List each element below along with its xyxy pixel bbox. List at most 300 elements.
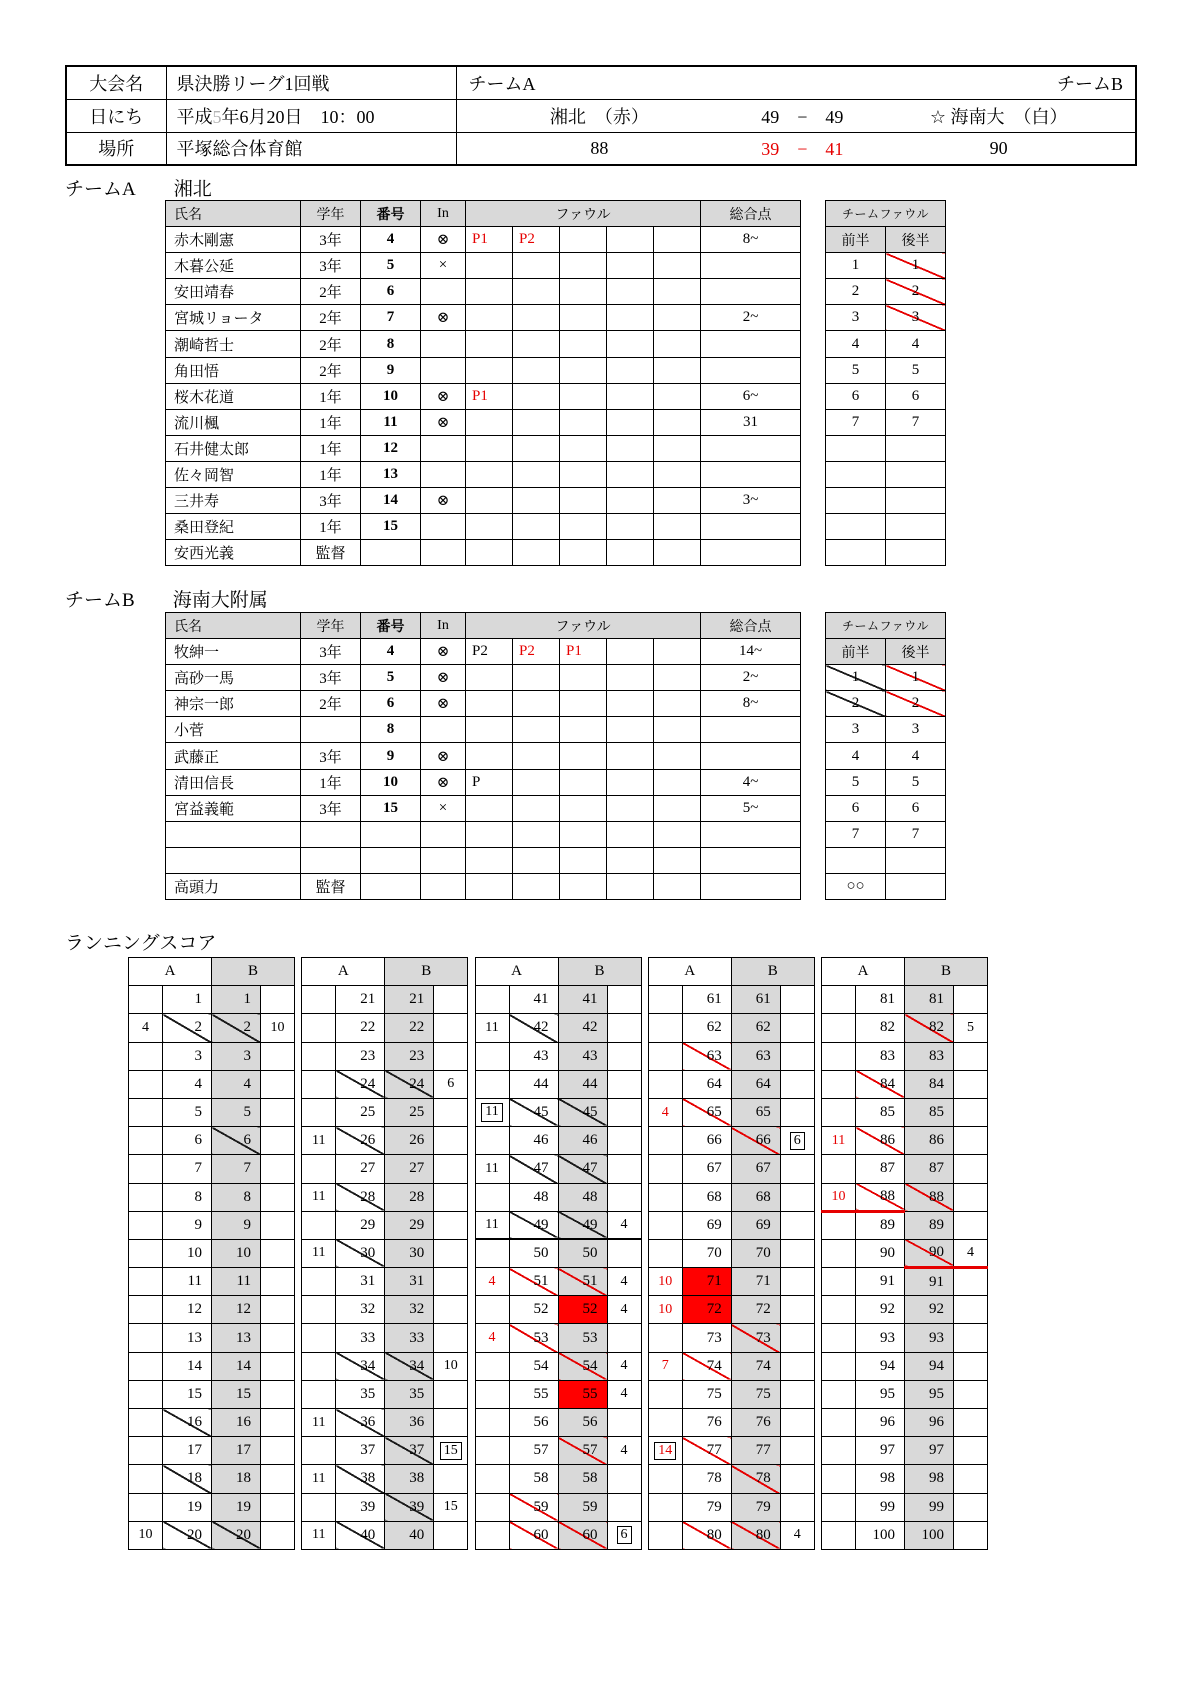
score-annotation-left — [129, 1098, 163, 1126]
score-cell-a: 51 — [509, 1268, 558, 1296]
player-number: 13 — [361, 461, 421, 487]
score-cell-a: 64 — [682, 1070, 731, 1098]
player-foul-5 — [654, 409, 701, 435]
score-col-b-header: B — [385, 958, 468, 986]
player-number: 8 — [361, 331, 421, 357]
team-foul-second-half: 5 — [886, 357, 946, 383]
score-annotation-right — [434, 1042, 468, 1070]
score-cell-a: 30 — [336, 1239, 385, 1267]
scorer-number: 4 — [620, 1442, 628, 1458]
score-annotation-right — [780, 1493, 814, 1521]
score-annotation-left — [648, 1493, 682, 1521]
score-annotation-right — [607, 1324, 641, 1352]
score-annotation-right — [780, 1042, 814, 1070]
score-cell-b: 38 — [385, 1465, 434, 1493]
score-cell-a: 36 — [336, 1409, 385, 1437]
player-number: 4 — [361, 227, 421, 253]
player-foul-5 — [654, 795, 701, 821]
player-total — [701, 847, 801, 873]
score-row — [648, 1521, 814, 1549]
score-annotation-right — [607, 1239, 641, 1267]
score-cell-b: 56 — [558, 1409, 607, 1437]
score-row — [475, 1521, 641, 1549]
player-row — [166, 409, 801, 435]
score-cell-a: 71 — [682, 1268, 731, 1296]
player-row — [166, 821, 801, 847]
score-row — [648, 1409, 814, 1437]
scorer-number: 11 — [485, 1160, 499, 1176]
score-annotation-left — [822, 1014, 856, 1042]
player-foul-5 — [654, 253, 701, 279]
date-row — [66, 99, 1136, 132]
player-row — [166, 639, 801, 665]
team-b-roster-table — [165, 612, 801, 900]
player-in-mark: ⊗ — [421, 769, 466, 795]
score-annotation-left — [822, 1070, 856, 1098]
score-annotation-right — [434, 1296, 468, 1324]
player-foul-4 — [607, 743, 654, 769]
score-cell-b: 61 — [731, 986, 780, 1014]
score-row — [475, 1127, 641, 1155]
score-annotation-right — [780, 1127, 814, 1155]
team-foul-first-half: 5 — [826, 769, 886, 795]
score-annotation-left — [648, 1014, 682, 1042]
player-total — [701, 873, 801, 899]
score-col-a-header: A — [475, 958, 558, 986]
score-row — [822, 1324, 988, 1352]
score-annotation-right — [434, 1239, 468, 1267]
player-in-mark — [421, 821, 466, 847]
player-grade: 監督 — [301, 873, 361, 899]
score-annotation-right — [261, 1183, 295, 1211]
score-cell-a: 94 — [856, 1352, 905, 1380]
score-annotation-left — [822, 1042, 856, 1070]
team-foul-second-half: 2 — [886, 279, 946, 305]
score-cell-a: 58 — [509, 1465, 558, 1493]
player-in-mark — [421, 461, 466, 487]
score-cell-b: 11 — [212, 1268, 261, 1296]
totals-cell — [456, 132, 1136, 165]
team-foul-first-half — [826, 488, 886, 514]
score-annotation-left — [648, 1183, 682, 1211]
score-annotation-left — [129, 1183, 163, 1211]
player-foul-2: P2 — [513, 227, 560, 253]
score-header-row — [129, 958, 295, 986]
score-annotation-right — [261, 1437, 295, 1465]
score-annotation-left — [475, 1211, 509, 1239]
player-foul-5 — [654, 639, 701, 665]
col-number: 番号 — [361, 613, 421, 639]
score-row — [475, 986, 641, 1014]
player-total: 6~ — [701, 383, 801, 409]
score-cell-a: 4 — [163, 1070, 212, 1098]
score-annotation-left — [302, 1324, 336, 1352]
score-cell-b: 2 — [212, 1014, 261, 1042]
team-foul-row — [826, 279, 946, 305]
score-annotation-right — [954, 1493, 988, 1521]
player-name — [166, 821, 301, 847]
date-year-digit: 5 — [212, 106, 222, 127]
score-cell-b: 71 — [731, 1268, 780, 1296]
player-in-mark — [421, 435, 466, 461]
player-total — [701, 717, 801, 743]
score-cell-b: 80 — [731, 1521, 780, 1549]
score-cell-a: 96 — [856, 1409, 905, 1437]
team-foul-title: チームファウル — [826, 201, 946, 227]
score-cell-b: 79 — [731, 1493, 780, 1521]
player-foul-3 — [560, 305, 607, 331]
player-foul-3 — [560, 514, 607, 540]
score-row — [129, 1380, 295, 1408]
score-annotation-right — [434, 1409, 468, 1437]
team-foul-first-half: 4 — [826, 331, 886, 357]
score-annotation-left — [475, 1155, 509, 1183]
score-cell-a: 84 — [856, 1070, 905, 1098]
score-row — [302, 1352, 468, 1380]
scorer-number: 4 — [488, 1273, 496, 1289]
player-foul-1 — [466, 305, 513, 331]
player-foul-2 — [513, 253, 560, 279]
player-foul-1 — [466, 514, 513, 540]
score-annotation-left — [648, 1070, 682, 1098]
scorer-number: 10 — [831, 1188, 846, 1204]
score-cell-b: 33 — [385, 1324, 434, 1352]
score-annotation-right — [954, 1352, 988, 1380]
second-half-label: 後半 — [886, 227, 946, 253]
player-foul-1 — [466, 331, 513, 357]
score-cell-b: 85 — [905, 1098, 954, 1126]
player-number: 9 — [361, 743, 421, 769]
score-cell-a: 53 — [509, 1324, 558, 1352]
score-annotation-left — [302, 1211, 336, 1239]
scorer-number: 7 — [661, 1358, 669, 1374]
score-annotation-right — [780, 1014, 814, 1042]
player-grade: 3年 — [301, 795, 361, 821]
player-name: 安西光義 — [166, 540, 301, 566]
score-cell-a: 16 — [163, 1409, 212, 1437]
scorer-number: 11 — [485, 1019, 499, 1035]
score-cell-b: 68 — [731, 1183, 780, 1211]
player-total — [701, 331, 801, 357]
score-row — [648, 1465, 814, 1493]
score-cell-b: 92 — [905, 1296, 954, 1324]
score-cell-a: 18 — [163, 1465, 212, 1493]
score-row — [302, 1239, 468, 1267]
player-foul-3 — [560, 227, 607, 253]
player-grade: 3年 — [301, 227, 361, 253]
score-cell-b: 41 — [558, 986, 607, 1014]
col-in: In — [421, 613, 466, 639]
score-annotation-right — [780, 1239, 814, 1267]
score-cell-b: 55 — [558, 1380, 607, 1408]
score-annotation-right — [954, 1070, 988, 1098]
score-row — [475, 1042, 641, 1070]
score-cell-a: 74 — [682, 1352, 731, 1380]
score-row — [475, 1493, 641, 1521]
running-score-table-3 — [475, 957, 642, 1550]
score-cell-a: 27 — [336, 1155, 385, 1183]
score-row — [302, 1042, 468, 1070]
score-annotation-right — [261, 1098, 295, 1126]
team-foul-row — [826, 488, 946, 514]
score-annotation-right — [434, 1211, 468, 1239]
score-annotation-right — [261, 1409, 295, 1437]
player-name: 高砂一馬 — [166, 665, 301, 691]
score-annotation-left — [648, 1437, 682, 1465]
player-foul-2 — [513, 279, 560, 305]
score-cell-a: 83 — [856, 1042, 905, 1070]
player-foul-4 — [607, 639, 654, 665]
score-annotation-right — [954, 986, 988, 1014]
score-row — [648, 1098, 814, 1126]
team-foul-second-half: 6 — [886, 383, 946, 409]
score-annotation-right — [607, 1183, 641, 1211]
player-number: 10 — [361, 769, 421, 795]
score-annotation-right — [954, 1014, 988, 1042]
col-total: 総合点 — [701, 613, 801, 639]
player-foul-2 — [513, 873, 560, 899]
score-annotation-left — [822, 1521, 856, 1549]
score-annotation-left — [475, 986, 509, 1014]
scorer-number: 10 — [270, 1019, 285, 1035]
player-number: 15 — [361, 795, 421, 821]
team-foul-first-half: 1 — [826, 665, 886, 691]
score-row — [129, 1014, 295, 1042]
score-row — [302, 1211, 468, 1239]
score-cell-b: 30 — [385, 1239, 434, 1267]
score-cell-b: 32 — [385, 1296, 434, 1324]
scorer-number: 11 — [831, 1132, 846, 1148]
score-annotation-left — [648, 1042, 682, 1070]
scorer-number: 11 — [312, 1527, 326, 1543]
score-cell-a: 78 — [682, 1465, 731, 1493]
score-annotation-left — [129, 1521, 163, 1549]
score-cell-b: 31 — [385, 1268, 434, 1296]
score-annotation-right — [434, 1465, 468, 1493]
score-row — [129, 1155, 295, 1183]
scorer-number: 4 — [620, 1273, 628, 1289]
player-foul-3 — [560, 717, 607, 743]
player-row — [166, 331, 801, 357]
score-cell-b: 69 — [731, 1211, 780, 1239]
player-row — [166, 743, 801, 769]
player-number: 6 — [361, 691, 421, 717]
running-score-table-1 — [128, 957, 295, 1550]
score-row — [129, 1352, 295, 1380]
col-grade: 学年 — [301, 201, 361, 227]
score-cell-b: 18 — [212, 1465, 261, 1493]
player-foul-3 — [560, 383, 607, 409]
score-annotation-right — [780, 1211, 814, 1239]
player-in-mark — [421, 540, 466, 566]
score-cell-b: 28 — [385, 1183, 434, 1211]
score-annotation-left — [475, 1014, 509, 1042]
player-foul-4 — [607, 873, 654, 899]
scorer-number: 4 — [488, 1330, 496, 1346]
player-total: 4~ — [701, 769, 801, 795]
score-cell-a: 55 — [509, 1380, 558, 1408]
player-foul-4 — [607, 435, 654, 461]
score-annotation-left — [822, 986, 856, 1014]
player-foul-2 — [513, 717, 560, 743]
score-cell-b: 21 — [385, 986, 434, 1014]
player-foul-3 — [560, 461, 607, 487]
score-annotation-left — [302, 1268, 336, 1296]
player-foul-5 — [654, 435, 701, 461]
team-foul-first-half — [826, 435, 886, 461]
score-row — [129, 1183, 295, 1211]
score-cell-b: 20 — [212, 1521, 261, 1549]
score-cell-b: 25 — [385, 1098, 434, 1126]
score-cell-a: 60 — [509, 1521, 558, 1549]
score-row — [302, 1070, 468, 1098]
score-header-row — [302, 958, 468, 986]
score-cell-a: 3 — [163, 1042, 212, 1070]
player-name: 宮城リョータ — [166, 305, 301, 331]
player-number: 10 — [361, 383, 421, 409]
score-cell-a: 10 — [163, 1239, 212, 1267]
score-annotation-left — [648, 1127, 682, 1155]
score-cell-a: 89 — [856, 1211, 905, 1239]
team-foul-first-half: 2 — [826, 279, 886, 305]
score-cell-b: 16 — [212, 1409, 261, 1437]
score-annotation-left — [648, 1098, 682, 1126]
score-row — [648, 1380, 814, 1408]
player-number — [361, 821, 421, 847]
score-row — [129, 1465, 295, 1493]
score-annotation-right — [954, 1521, 988, 1549]
score-cell-b: 62 — [731, 1014, 780, 1042]
score-cell-a: 73 — [682, 1324, 731, 1352]
score-cell-b: 49 — [558, 1211, 607, 1239]
player-foul-3 — [560, 253, 607, 279]
score-cell-a: 5 — [163, 1098, 212, 1126]
score-col-a-header: A — [822, 958, 905, 986]
score-annotation-right — [261, 1380, 295, 1408]
player-row — [166, 717, 801, 743]
score-annotation-left — [822, 1324, 856, 1352]
player-foul-4 — [607, 357, 654, 383]
player-name: 神宗一郎 — [166, 691, 301, 717]
score-annotation-right — [434, 1183, 468, 1211]
score-row — [648, 1296, 814, 1324]
score-cell-b: 89 — [905, 1211, 954, 1239]
player-foul-5 — [654, 461, 701, 487]
team-foul-second-half: 7 — [886, 821, 946, 847]
score-cell-b: 96 — [905, 1409, 954, 1437]
score-cell-a: 61 — [682, 986, 731, 1014]
score-row — [475, 1183, 641, 1211]
score-cell-a: 34 — [336, 1352, 385, 1380]
player-foul-2 — [513, 305, 560, 331]
score-annotation-right — [261, 1296, 295, 1324]
score-annotation-left — [475, 1352, 509, 1380]
score-cell-a: 8 — [163, 1183, 212, 1211]
score-row — [648, 1493, 814, 1521]
score-cell-b: 63 — [731, 1042, 780, 1070]
date-label: 日にち — [66, 99, 166, 132]
score-row — [475, 1296, 641, 1324]
score-row — [822, 1127, 988, 1155]
running-score-table-2 — [301, 957, 468, 1550]
score-cell-b: 6 — [212, 1127, 261, 1155]
scorer-number: 5 — [967, 1019, 974, 1035]
score-cell-a: 22 — [336, 1014, 385, 1042]
score-annotation-right — [954, 1324, 988, 1352]
team-foul-second-half: 3 — [886, 305, 946, 331]
score-cell-a: 17 — [163, 1437, 212, 1465]
score-annotation-right — [607, 1127, 641, 1155]
score-cell-b: 74 — [731, 1352, 780, 1380]
score-cell-a: 11 — [163, 1268, 212, 1296]
score-annotation-left — [129, 1211, 163, 1239]
score-row — [475, 1324, 641, 1352]
score-row — [648, 1127, 814, 1155]
team-foul-second-half — [886, 488, 946, 514]
team-foul-title: チームファウル — [826, 613, 946, 639]
score-annotation-left — [129, 1239, 163, 1267]
score-annotation-left — [129, 1070, 163, 1098]
score-row — [129, 1409, 295, 1437]
score-cell-b: 8 — [212, 1183, 261, 1211]
score-cell-a: 99 — [856, 1493, 905, 1521]
score-annotation-right — [607, 1042, 641, 1070]
scorer-number: 6 — [617, 1526, 632, 1544]
score-row — [302, 1324, 468, 1352]
player-name: 赤木剛憲 — [166, 227, 301, 253]
score-annotation-right — [954, 1409, 988, 1437]
player-foul-2 — [513, 383, 560, 409]
player-grade: 1年 — [301, 769, 361, 795]
team-labels-row — [469, 67, 1124, 99]
player-in-mark — [421, 279, 466, 305]
score-row — [302, 1183, 468, 1211]
scorer-number: 11 — [312, 1470, 326, 1486]
roster-header-row — [166, 613, 801, 639]
score-cell-b: 3 — [212, 1042, 261, 1070]
score-cell-b: 73 — [731, 1324, 780, 1352]
score-row — [822, 1211, 988, 1239]
score-cell-a: 31 — [336, 1268, 385, 1296]
score-annotation-left — [475, 1183, 509, 1211]
player-total: 31 — [701, 409, 801, 435]
player-foul-3 — [560, 821, 607, 847]
player-foul-4 — [607, 540, 654, 566]
score-row — [822, 1070, 988, 1098]
score-cell-b: 53 — [558, 1324, 607, 1352]
team-foul-first-half: 6 — [826, 383, 886, 409]
score-cell-b: 75 — [731, 1380, 780, 1408]
player-number — [361, 540, 421, 566]
place-name: 平塚総合体育館 — [166, 132, 456, 165]
score-annotation-left — [822, 1493, 856, 1521]
score-annotation-left — [302, 1437, 336, 1465]
score-cell-a: 65 — [682, 1098, 731, 1126]
score-annotation-right — [434, 1521, 468, 1549]
score-annotation-right — [434, 1155, 468, 1183]
score-cell-b: 50 — [558, 1239, 607, 1267]
score-annotation-right — [434, 1098, 468, 1126]
player-foul-1: P1 — [466, 227, 513, 253]
tournament-label: 大会名 — [66, 66, 166, 99]
score-row — [129, 986, 295, 1014]
score-cell-a: 24 — [336, 1070, 385, 1098]
score-annotation-right — [607, 1070, 641, 1098]
score-annotation-left — [648, 1380, 682, 1408]
team-foul-row — [826, 691, 946, 717]
score-annotation-right — [434, 1352, 468, 1380]
score-col-b-header: B — [905, 958, 988, 986]
